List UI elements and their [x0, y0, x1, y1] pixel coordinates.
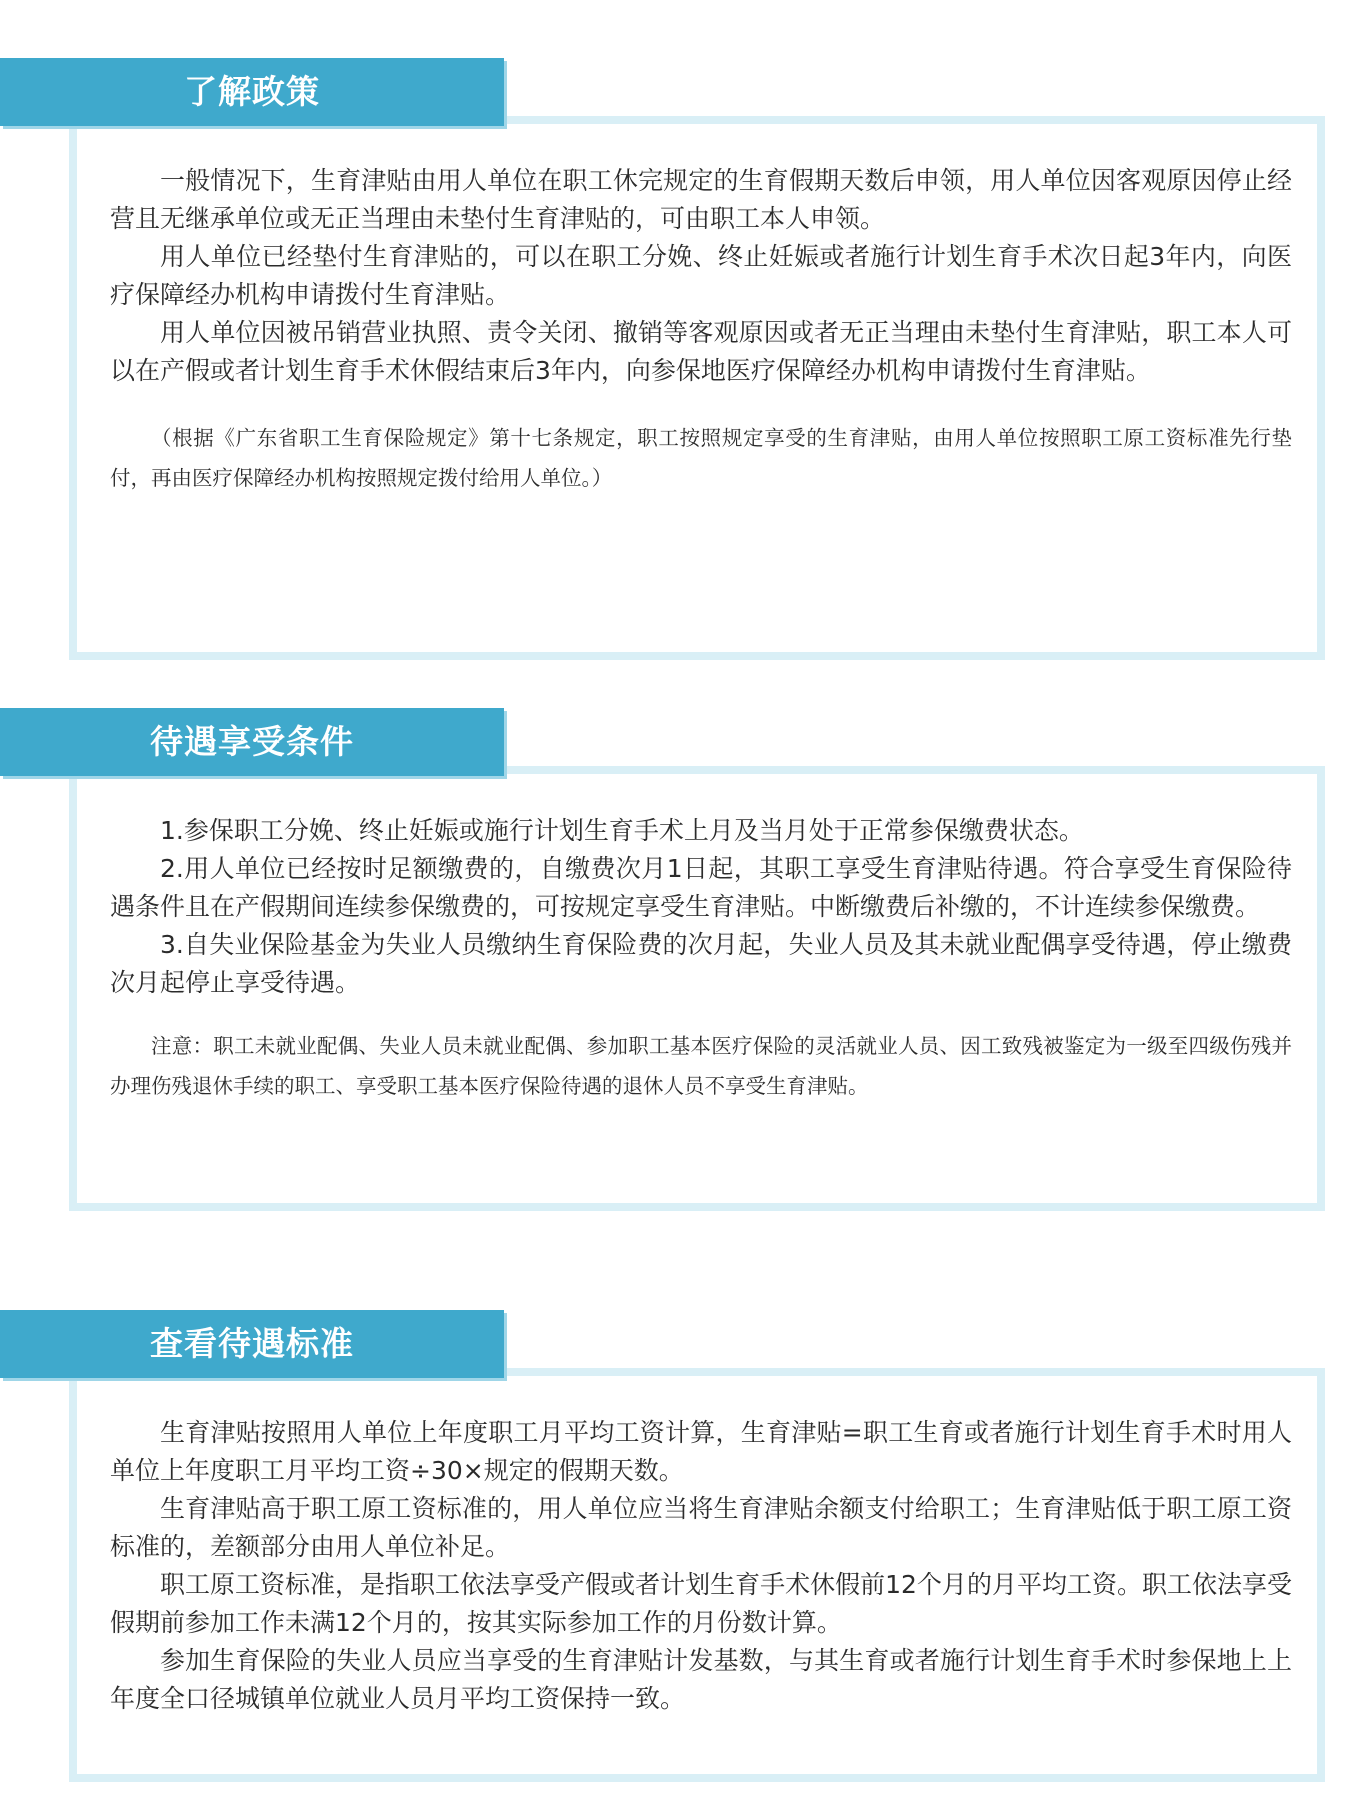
paragraph: 3.自失业保险基金为失业人员缴纳生育保险费的次月起，失业人员及其未就业配偶享受待遇，停止缴费次月起停止享受待遇。 — [110, 930, 1292, 997]
paragraph: 2.用人单位已经按时足额缴费的，自缴费次月1日起，其职工享受生育津贴待遇。符合享受生育保险待遇条件且在产假期间连续参保缴费的，可按规定享受生育津贴。中断缴费后补缴的，不计连续参保缴费。 — [110, 854, 1292, 921]
note: （根据《广东省职工生育保险规定》第十七条规定，职工按照规定享受的生育津贴，由用人单位按照职工原工资标准先行垫付，再由医疗保障经办机构按照规定拨付给用人单位。） — [110, 426, 1292, 490]
paragraph: 生育津贴高于职工原工资标准的，用人单位应当将生育津贴余额支付给职工；生育津贴低于职工原工资标准的，差额部分由用人单位补足。 — [110, 1494, 1292, 1561]
note: 注意：职工未就业配偶、失业人员未就业配偶、参加职工基本医疗保险的灵活就业人员、因工致残被鉴定为一级至四级伤残并办理伤残退休手续的职工、享受职工基本医疗保险待遇的退休人员不享受生育津贴。 — [110, 1034, 1292, 1098]
section-content — [110, 1414, 1292, 1718]
section-header — [0, 58, 504, 126]
paragraph: 参加生育保险的失业人员应当享受的生育津贴计发基数，与其生育或者施行计划生育手术时参保地上上年度全口径城镇单位就业人员月平均工资保持一致。 — [110, 1646, 1292, 1713]
section-title: 查看待遇标准 — [150, 1324, 354, 1363]
paragraph: 用人单位因被吊销营业执照、责令关闭、撤销等客观原因或者无正当理由未垫付生育津贴，职工本人可以在产假或者计划生育手术休假结束后3年内，向参保地医疗保障经办机构申请拨付生育津贴。 — [110, 318, 1292, 385]
paragraph: 一般情况下，生育津贴由用人单位在职工休完规定的生育假期天数后申领，用人单位因客观原因停止经营且无继承单位或无正当理由未垫付生育津贴的，可由职工本人申领。 — [110, 166, 1292, 233]
paragraph: 1.参保职工分娩、终止妊娠或施行计划生育手术上月及当月处于正常参保缴费状态。 — [160, 816, 1084, 845]
section-header — [0, 708, 504, 776]
paragraph: 生育津贴按照用人单位上年度职工月平均工资计算，生育津贴=职工生育或者施行计划生育手术时用人单位上年度职工月平均工资÷30×规定的假期天数。 — [110, 1418, 1292, 1485]
section-content — [110, 162, 1292, 498]
section-title: 待遇享受条件 — [150, 722, 354, 761]
section-title: 了解政策 — [184, 72, 320, 111]
section-header — [0, 1310, 504, 1378]
paragraph: 职工原工资标准，是指职工依法享受产假或者计划生育手术休假前12个月的月平均工资。职工依法享受假期前参加工作未满12个月的，按其实际参加工作的月份数计算。 — [110, 1570, 1292, 1637]
paragraph: 用人单位已经垫付生育津贴的，可以在职工分娩、终止妊娠或者施行计划生育手术次日起3年内，向医疗保障经办机构申请拨付生育津贴。 — [110, 242, 1292, 309]
section-content — [110, 812, 1292, 1106]
